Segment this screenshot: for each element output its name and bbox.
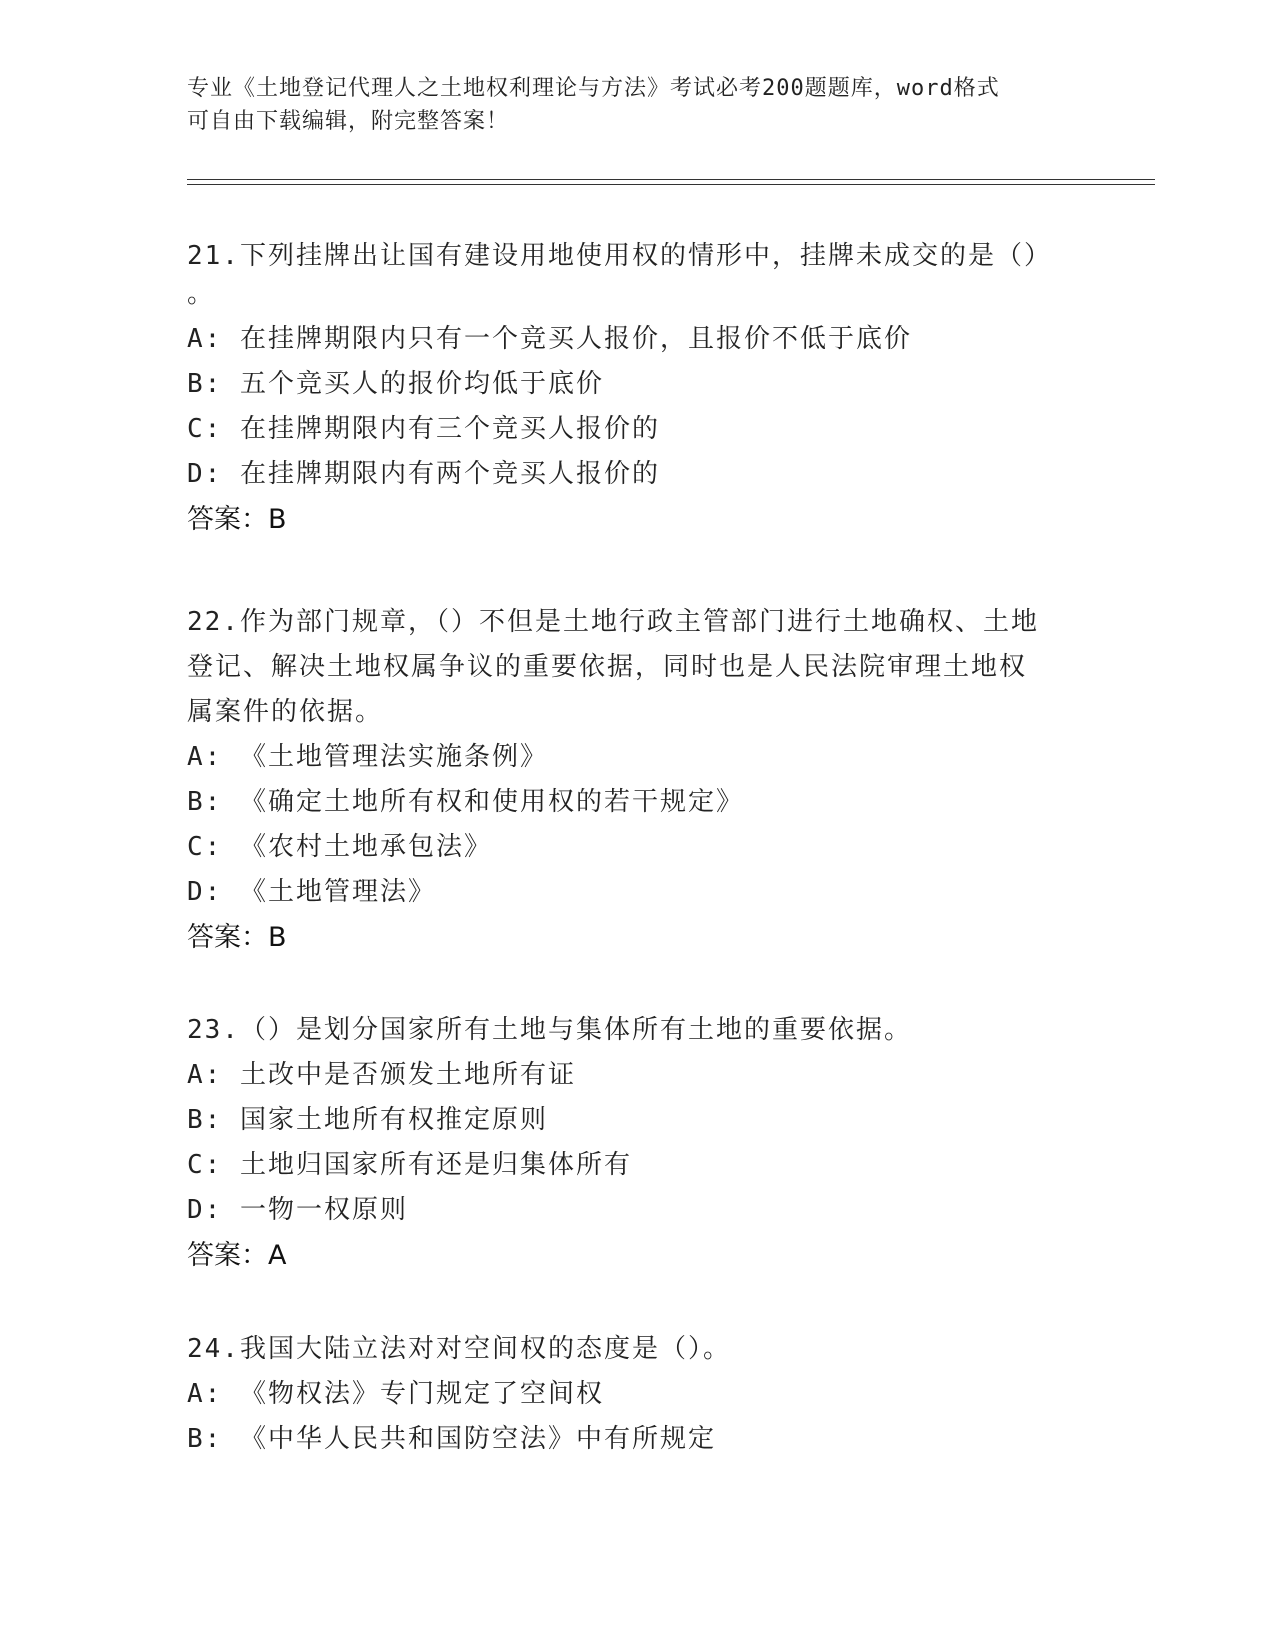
question-stem-line: 。 [187,279,216,309]
option-d: D: 在挂牌期限内有两个竞买人报价的 [187,459,660,489]
header-line-2: 可自由下载编辑，附完整答案！ [187,109,510,134]
option-d: D: 一物一权原则 [187,1195,408,1225]
question-23 [187,1008,1087,1278]
option-c: C: 《农村土地承包法》 [187,832,492,862]
header-rule-top [187,179,1155,180]
header-line-1: 专业《土地登记代理人之土地权利理论与方法》考试必考200题题库，word格式 [187,76,1000,101]
option-c: C: 在挂牌期限内有三个竞买人报价的 [187,414,660,444]
option-b: B: 五个竞买人的报价均低于底价 [187,369,604,399]
question-21 [187,234,1087,542]
option-a: A: 在挂牌期限内只有一个竞买人报价，且报价不低于底价 [187,324,912,354]
question-22 [187,600,1087,960]
question-stem-line: 23.（）是划分国家所有土地与集体所有土地的重要依据。 [187,1015,912,1045]
option-a: A: 《物权法》专门规定了空间权 [187,1379,604,1409]
question-stem-line: 24.我国大陆立法对对空间权的态度是（）。 [187,1334,731,1364]
header-rule-bottom [187,184,1155,185]
option-b: B: 《确定土地所有权和使用权的若干规定》 [187,787,744,817]
option-b: B: 《中华人民共和国防空法》中有所规定 [187,1424,716,1454]
answer-text: 答案：B [187,504,287,535]
option-d: D: 《土地管理法》 [187,877,436,907]
option-b: B: 国家土地所有权推定原则 [187,1105,548,1135]
document-header [187,72,1087,138]
option-c: C: 土地归国家所有还是归集体所有 [187,1150,632,1180]
answer-text: 答案：B [187,922,287,953]
option-a: A: 土改中是否颁发土地所有证 [187,1060,576,1090]
question-stem-line: 21.下列挂牌出让国有建设用地使用权的情形中，挂牌未成交的是（） [187,241,1052,271]
option-a: A: 《土地管理法实施条例》 [187,742,548,772]
question-stem-line: 登记、解决土地权属争议的重要依据，同时也是人民法院审理土地权 [187,652,1028,682]
question-stem-line: 22.作为部门规章，（）不但是土地行政主管部门进行土地确权、土地 [187,607,1039,637]
question-24 [187,1327,1087,1462]
answer-text: 答案：A [187,1240,287,1271]
question-stem-line: 属案件的依据。 [187,697,384,727]
